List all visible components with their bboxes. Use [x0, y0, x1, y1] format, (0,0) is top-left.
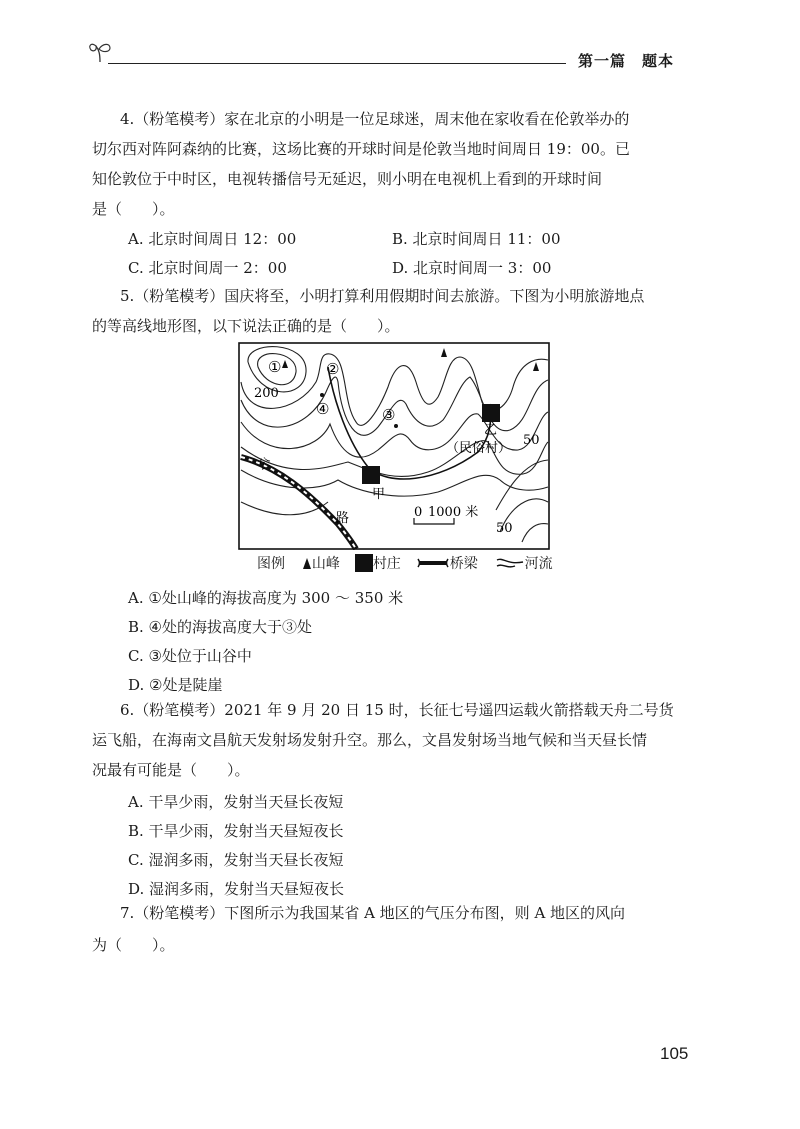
map-label-point1: ① [268, 358, 282, 376]
map-label-yi-name: （民俗村） [446, 441, 512, 456]
map-label-contour50-right: 50 [523, 433, 540, 448]
sprout-icon [88, 40, 114, 64]
q5-option-b: B. ④处的海拔高度大于③处 [128, 618, 313, 636]
village-icon [355, 554, 373, 572]
q7-line-2: 为（ ）。 [92, 936, 175, 954]
map-label-lu: 路 [336, 511, 350, 526]
map-label-scale-zero: 0 [414, 505, 423, 520]
q4-option-c: C. 北京时间周一 2：00 [128, 259, 287, 277]
q5-option-a: A. ①处山峰的海拔高度为 300 ～ 350 米 [128, 589, 404, 607]
village-yi-marker [482, 404, 500, 422]
river-icon [495, 557, 525, 569]
q6-option-d: D. 湿润多雨，发射当天昼短夜长 [128, 880, 345, 898]
map-label-gong: 公 [256, 455, 274, 474]
village-jia-marker [362, 466, 380, 484]
legend-peak: 山峰 [311, 556, 340, 572]
q6-line-1: 6.（粉笔模考）2021 年 9 月 20 日 15 时，长征七号遥四运载火箭搭载天舟二号货 [120, 701, 674, 719]
q5-option-d: D. ②处是陡崖 [128, 676, 223, 694]
legend-village: 村庄 [372, 556, 401, 572]
page-header [88, 40, 700, 70]
map-legend [257, 553, 553, 573]
legend-river: 河流 [524, 556, 553, 572]
legend-title: 图例 [257, 556, 285, 572]
q4-option-d: D. 北京时间周一 3：00 [392, 259, 552, 277]
map-label-scale: 1000 米 [428, 505, 479, 520]
page-number: 105 [660, 1044, 689, 1063]
q7-line-1: 7.（粉笔模考）下图所示为我国某省 A 地区的气压分布图，则 A 地区的风向 [120, 904, 626, 922]
q4-option-b: B. 北京时间周日 11：00 [392, 230, 561, 248]
q5-line-2: 的等高线地形图，以下说法正确的是（ ）。 [92, 317, 400, 335]
map-label-yi: 乙 [484, 423, 498, 438]
q4-line-3: 知伦敦位于中时区，电视转播信号无延迟，则小明在电视机上看到的开球时间 [92, 170, 603, 188]
header-rule [108, 63, 566, 64]
contour-map [238, 342, 550, 550]
q4-line-4: 是（ ）。 [92, 200, 175, 218]
q6-option-b: B. 干旱少雨，发射当天昼短夜长 [128, 822, 344, 840]
map-label-point4: ④ [316, 400, 330, 418]
legend-bridge: 桥梁 [449, 556, 478, 572]
peak-icon [302, 556, 312, 570]
q6-line-2: 运飞船，在海南文昌航天发射场发射升空。那么，文昌发射场当地气候和当天昼长情 [92, 731, 648, 749]
q5-option-c: C. ③处位于山谷中 [128, 647, 252, 665]
map-label-point3: ③ [382, 406, 396, 424]
map-label-contour200: 200 [254, 386, 279, 401]
contour-map-figure [238, 342, 550, 550]
q6-option-a: A. 干旱少雨，发射当天昼长夜短 [128, 793, 344, 811]
q4-line-2: 切尔西对阵阿森纳的比赛，这场比赛的开球时间是伦敦当地时间周日 19：00。已 [92, 140, 630, 158]
q4-option-a: A. 北京时间周日 12：00 [128, 230, 297, 248]
q4-line-1: 4.（粉笔模考）家在北京的小明是一位足球迷，周末他在家收看在伦敦举办的 [120, 110, 630, 128]
q6-option-c: C. 湿润多雨，发射当天昼长夜短 [128, 851, 344, 869]
map-label-jia: 甲 [372, 487, 386, 502]
map-label-contour50-bottom: 50 [496, 521, 513, 536]
map-label-point2: ② [326, 360, 340, 378]
q5-line-1: 5.（粉笔模考）国庆将至，小明打算利用假期时间去旅游。下图为小明旅游地点 [120, 287, 645, 305]
q6-line-3: 况最有可能是（ ）。 [92, 761, 250, 779]
section-title: 第一篇 题本 [578, 52, 675, 70]
bridge-icon [416, 557, 450, 569]
